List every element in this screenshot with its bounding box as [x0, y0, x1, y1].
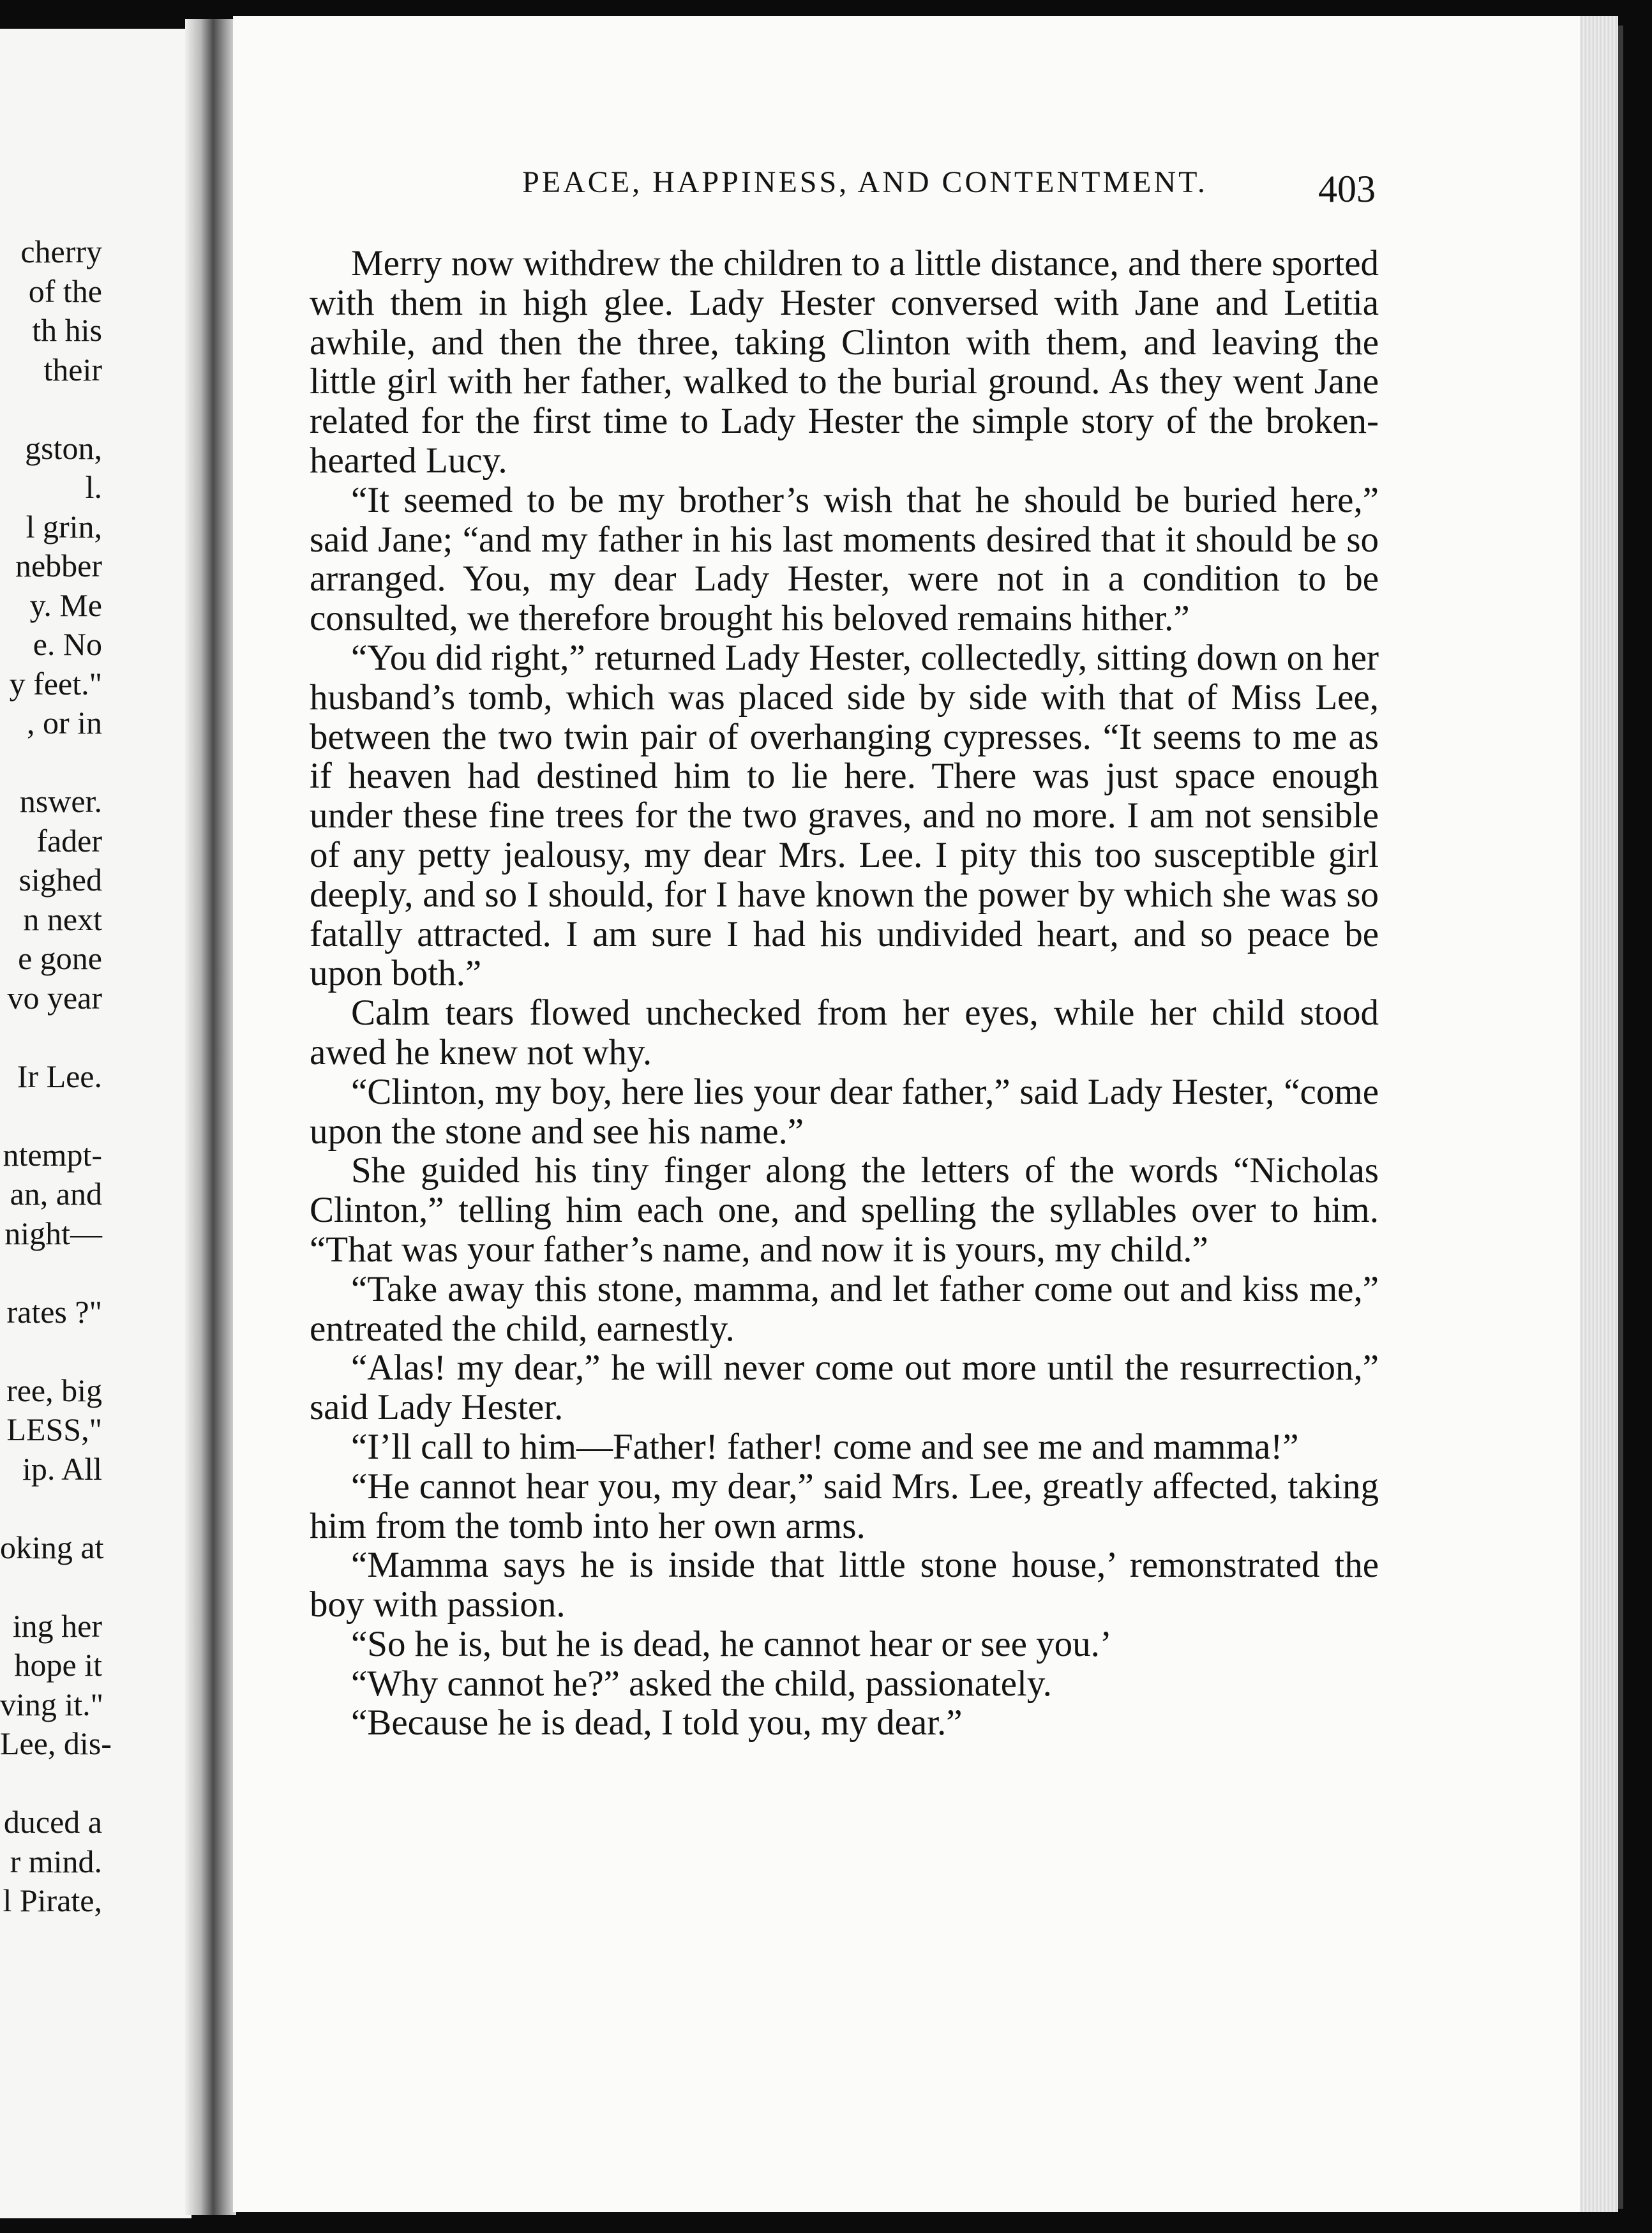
- left-page-fragment: n next: [23, 901, 102, 937]
- paragraph: She guided his tiny finger along the letters of the words “Nicholas Clinton,” telling him each one, and spelling the syllables over to him. “That was your father’s name, and now it is yours, my child.”: [310, 1150, 1379, 1270]
- left-page-fragment: fader: [36, 822, 102, 859]
- paragraph: Calm tears flowed unchecked from her eyes, while her child stood awed he knew not why.: [310, 993, 1379, 1072]
- left-page-fragment: Lee, dis-: [0, 1726, 112, 1761]
- paragraph: “Why cannot he?” asked the child, passionately.: [351, 1663, 1052, 1704]
- left-page-fragment: e. No: [33, 626, 102, 662]
- left-page-fragment: ree, big: [6, 1372, 102, 1408]
- paragraph: “Clinton, my boy, here lies your dear father,” said Lady Hester, “come upon the stone and see his name.”: [310, 1071, 1379, 1152]
- left-page-fragment: y feet.": [9, 665, 102, 702]
- body-text: [310, 244, 1379, 1743]
- paragraph: “So he is, but he is dead, he cannot hear or see you.’: [351, 1623, 1112, 1664]
- left-page-fragment: their: [43, 351, 102, 387]
- left-page-fragment: l grin,: [26, 508, 102, 545]
- left-page-fragment: , or in: [26, 705, 102, 741]
- page-number: 403: [1318, 168, 1376, 210]
- cover-edge: [1618, 26, 1623, 2209]
- left-page-fragment: l Pirate,: [3, 1883, 102, 1918]
- left-page-fragment: ip. All: [22, 1450, 102, 1487]
- left-page-fragment: cherry: [20, 234, 102, 269]
- left-page-fragment: hope it: [14, 1647, 102, 1683]
- page-edges: [1580, 16, 1618, 2212]
- left-page-fragment: l.: [85, 469, 102, 505]
- paragraph: “You did right,” returned Lady Hester, collectedly, sitting down on her husband’s tomb, which was placed side by side with that of Miss Lee, between the two twin pair of overhanging cypresses. “It seems to me as if heaven had destined him to lie here. There was just space enough under these fine trees for the two graves, and no more. I am not sensible of any petty jealousy, my dear Mrs. Lee. I pity this too susceptible girl deeply, and so I should, for I have known the power by which she was so fatally attracted. I am sure I had his undivided heart, and so peace be upon both.”: [310, 637, 1379, 994]
- left-page-fragment: Ir Lee.: [17, 1058, 102, 1094]
- paragraph: “He cannot hear you, my dear,” said Mrs. Lee, greatly affected, taking him from the tomb into her own arms.: [310, 1466, 1379, 1546]
- running-head: PEACE, HAPPINESS, AND CONTENTMENT.: [522, 165, 1208, 199]
- paragraph: “It seemed to be my brother’s wish that he should be buried here,” said Jane; “and my father in his last moments desired that it should be so arranged. You, my dear Lady Hester, were not in a condition to be consulted, we therefore brought his beloved remains hither.”: [310, 479, 1379, 639]
- left-page-fragment: of the: [28, 273, 102, 309]
- left-page-fragment: an, and: [10, 1176, 102, 1212]
- paragraph: “Mamma says he is inside that little stone house,’ remonstrated the boy with passion.: [310, 1545, 1379, 1625]
- left-page-fragment: duced a: [3, 1804, 102, 1840]
- left-page-fragment: sighed: [19, 862, 102, 898]
- left-page-fragment: r mind.: [10, 1843, 102, 1879]
- left-page-fragment: y. Me: [29, 587, 102, 623]
- left-page-fragment: vo year: [7, 979, 102, 1016]
- paragraph: “Take away this stone, mamma, and let father come out and kiss me,” entreated the child, earnestly.: [310, 1268, 1379, 1349]
- paragraph: “I’ll call to him—Father! father! come and see me and mamma!”: [351, 1426, 1299, 1467]
- paragraph: “Because he is dead, I told you, my dear.”: [351, 1703, 963, 1743]
- left-page-fragment: night—: [4, 1215, 102, 1251]
- left-page-fragment: oking at: [0, 1529, 104, 1565]
- left-page-fragment: e gone: [18, 940, 102, 976]
- left-page-fragment: ving it.": [0, 1686, 104, 1722]
- left-page-fragment: rates ?": [6, 1293, 102, 1330]
- left-page-fragment: LESS,": [6, 1411, 102, 1447]
- left-page-fragment: gston,: [25, 430, 102, 466]
- left-page-fragment: ntempt-: [3, 1136, 102, 1173]
- paragraph: “Alas! my dear,” he will never come out more until the resurrection,” said Lady Hester.: [310, 1348, 1379, 1428]
- left-page: [0, 29, 191, 2218]
- paragraph: Merry now withdrew the children to a little distance, and there sported with them in high glee. Lady Hester conversed with Jane and Letitia awhile, and then the three, taking Clinton with them, and leaving the little girl with her father, walked to the burial ground. As they went Jane related for the first time to Lady Hester the simple story of the broken-hearted Lucy.: [310, 243, 1379, 481]
- left-page-fragment: th his: [32, 312, 102, 348]
- left-page-fragment: nebber: [15, 548, 102, 583]
- book-gutter-shadow: [185, 19, 236, 2215]
- left-page-fragment: nswer.: [19, 783, 102, 819]
- left-page-fragment: ing her: [12, 1607, 102, 1644]
